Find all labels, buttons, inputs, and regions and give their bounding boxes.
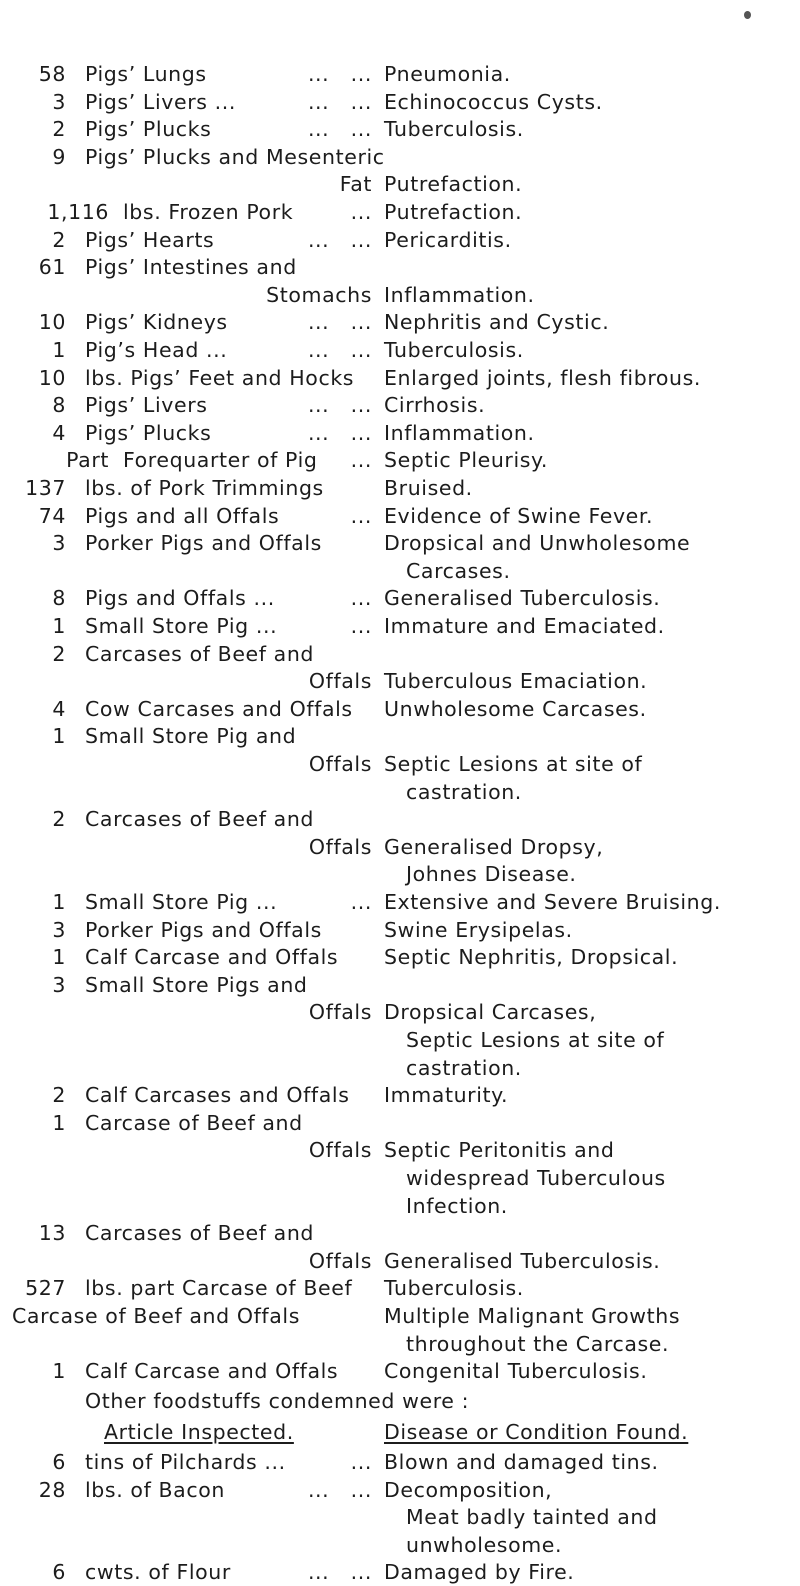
article-name: lbs. of Pork Trimmings xyxy=(85,476,324,500)
article-name: Pigs’ Livers xyxy=(85,393,208,417)
condition-found: Inflammation. xyxy=(384,421,535,445)
quantity: 1 xyxy=(52,724,66,748)
quantity: 61 xyxy=(38,255,66,279)
article-name: cwts. of Flour xyxy=(85,1560,231,1584)
quantity: 8 xyxy=(52,393,66,417)
article-name: lbs. Frozen Pork xyxy=(123,200,294,224)
entry-line xyxy=(0,60,800,88)
condition-found: Tuberculous Emaciation. xyxy=(384,669,648,693)
condition-found: Immaturity. xyxy=(384,1083,509,1107)
entry-line xyxy=(0,860,800,888)
condition-found: unwholesome. xyxy=(406,1533,563,1557)
article-name-continued: Offals xyxy=(308,669,372,693)
quantity: 2 xyxy=(52,228,66,252)
entry-line xyxy=(0,170,800,198)
section-heading-line xyxy=(0,1387,800,1415)
condition-found: Extensive and Severe Bruising. xyxy=(384,890,722,914)
condition-found: Enlarged joints, flesh fibrous. xyxy=(384,366,702,390)
entry-line xyxy=(0,143,800,171)
entry-line xyxy=(0,916,800,944)
entry-line xyxy=(0,750,800,778)
entry-line xyxy=(0,446,800,474)
quantity: 28 xyxy=(38,1478,66,1502)
column-header-disease: Disease or Condition Found. xyxy=(384,1420,689,1444)
column-header-article: Article Inspected. xyxy=(104,1420,294,1444)
condition-found: widespread Tuberculous xyxy=(406,1166,666,1190)
quantity: 10 xyxy=(38,366,66,390)
article-name: Carcases of Beef and xyxy=(85,642,315,666)
condition-found: castration. xyxy=(406,1056,522,1080)
quantity: 137 xyxy=(25,476,66,500)
condition-found: Septic Lesions at site of xyxy=(406,1028,665,1052)
condition-found: Unwholesome Carcases. xyxy=(384,697,647,721)
article-name: Porker Pigs and Offals xyxy=(85,918,322,942)
condition-found: Immature and Emaciated. xyxy=(384,614,665,638)
article-name: Cow Carcases and Offals xyxy=(85,697,353,721)
condition-found: Tuberculosis. xyxy=(384,117,524,141)
condition-found: Septic Peritonitis and xyxy=(384,1138,615,1162)
article-name-continued: Offals xyxy=(308,1138,372,1162)
article-name: Pigs’ Kidneys xyxy=(85,310,228,334)
entry-line xyxy=(0,943,800,971)
condition-found: Blown and damaged tins. xyxy=(384,1450,659,1474)
condition-found: castration. xyxy=(406,780,522,804)
article-name: Pigs’ Plucks xyxy=(85,421,212,445)
article-name: Pigs’ Plucks xyxy=(85,117,212,141)
quantity: 3 xyxy=(52,918,66,942)
article-name: Calf Carcases and Offals xyxy=(85,1083,350,1107)
leader-dots: ... ... xyxy=(307,338,372,362)
column-headers xyxy=(0,1418,800,1446)
entry-line xyxy=(0,1476,800,1504)
article-name: Small Store Pigs and xyxy=(85,973,308,997)
leader-dots: ... xyxy=(350,890,372,914)
condition-found: Septic Pleurisy. xyxy=(384,448,548,472)
entry-line xyxy=(0,1330,800,1358)
article-name: Pigs and Offals ... xyxy=(85,586,275,610)
entry-line xyxy=(0,419,800,447)
article-name-continued: Offals xyxy=(308,1249,372,1273)
quantity: 6 xyxy=(52,1450,66,1474)
article-name-continued: Offals xyxy=(308,1000,372,1024)
entry-line xyxy=(0,198,800,226)
quantity: 2 xyxy=(52,117,66,141)
quantity: 3 xyxy=(52,531,66,555)
condition-found: Generalised Tuberculosis. xyxy=(384,586,661,610)
quantity: 3 xyxy=(52,90,66,114)
entry-line xyxy=(0,1192,800,1220)
article-name: Carcase of Beef and xyxy=(85,1111,303,1135)
entry-line xyxy=(0,1081,800,1109)
condition-found: Putrefaction. xyxy=(384,200,523,224)
quantity: 8 xyxy=(52,586,66,610)
entry-line xyxy=(0,1109,800,1137)
article-name: Porker Pigs and Offals xyxy=(85,531,322,555)
article-name-continued: Stomachs xyxy=(266,283,372,307)
quantity: 1 xyxy=(52,890,66,914)
quantity: 4 xyxy=(52,421,66,445)
condition-found: Tuberculosis. xyxy=(384,338,524,362)
quantity: 9 xyxy=(52,145,66,169)
article-name: Calf Carcase and Offals xyxy=(85,1359,339,1383)
article-name: Carcases of Beef and xyxy=(85,807,315,831)
article-name: Pigs’ Hearts xyxy=(85,228,215,252)
condition-found: Putrefaction. xyxy=(384,172,523,196)
leader-dots: ... ... xyxy=(307,228,372,252)
entry-line xyxy=(0,391,800,419)
condition-found: Generalised Dropsy, xyxy=(384,835,604,859)
article-name: Carcases of Beef and xyxy=(85,1221,315,1245)
condition-found: Swine Erysipelas. xyxy=(384,918,573,942)
entry-line xyxy=(0,1531,800,1559)
condition-found: Nephritis and Cystic. xyxy=(384,310,610,334)
entry-line xyxy=(0,695,800,723)
entry-line xyxy=(0,474,800,502)
article-name: Small Store Pig ... xyxy=(85,614,278,638)
quantity: 74 xyxy=(38,504,66,528)
quantity: 1 xyxy=(52,1111,66,1135)
article-name: Carcase of Beef and Offals xyxy=(12,1304,300,1328)
condition-found: Carcases. xyxy=(406,559,511,583)
entry-line xyxy=(0,557,800,585)
entry-line xyxy=(0,1302,800,1330)
entry-line xyxy=(0,584,800,612)
quantity: 6 xyxy=(52,1560,66,1584)
entry-line xyxy=(0,805,800,833)
article-name-continued: Offals xyxy=(308,835,372,859)
condition-found: Evidence of Swine Fever. xyxy=(384,504,654,528)
entry-line xyxy=(0,253,800,281)
condition-found: Infection. xyxy=(406,1194,508,1218)
entry-line xyxy=(0,115,800,143)
article-name: lbs. Pigs’ Feet and Hocks xyxy=(85,366,355,390)
leader-dots: ... ... xyxy=(307,1478,372,1502)
leader-dots: ... ... xyxy=(307,310,372,334)
entry-line xyxy=(0,336,800,364)
entry-line xyxy=(0,281,800,309)
entry-line xyxy=(0,667,800,695)
leader-dots: ... xyxy=(350,200,372,224)
condition-found: Cirrhosis. xyxy=(384,393,486,417)
entry-line xyxy=(0,1164,800,1192)
condition-found: Pericarditis. xyxy=(384,228,512,252)
leader-dots: ... xyxy=(350,504,372,528)
leader-dots: ... ... xyxy=(307,1560,372,1584)
quantity: 1 xyxy=(52,338,66,362)
article-name: lbs. part Carcase of Beef xyxy=(85,1276,353,1300)
condition-found: Septic Lesions at site of xyxy=(384,752,643,776)
entry-line xyxy=(0,888,800,916)
quantity: 1 xyxy=(52,614,66,638)
quantity: Part xyxy=(66,448,109,472)
leader-dots: ... xyxy=(350,1450,372,1474)
entry-line xyxy=(0,1219,800,1247)
entry-line xyxy=(0,529,800,557)
leader-dots: ... xyxy=(350,614,372,638)
article-name: Pigs and all Offals xyxy=(85,504,280,528)
entry-line xyxy=(0,1247,800,1275)
print-speck xyxy=(744,11,751,19)
article-name-continued: Offals xyxy=(308,752,372,776)
quantity: 2 xyxy=(52,1083,66,1107)
entry-line xyxy=(0,998,800,1026)
entry-line xyxy=(0,833,800,861)
quantity: 1,116 xyxy=(47,200,109,224)
condition-found: Damaged by Fire. xyxy=(384,1560,575,1584)
entry-line xyxy=(0,364,800,392)
leader-dots: ... ... xyxy=(307,393,372,417)
quantity: 13 xyxy=(38,1221,66,1245)
condition-found: throughout the Carcase. xyxy=(406,1332,670,1356)
condition-found: Bruised. xyxy=(384,476,473,500)
quantity: 2 xyxy=(52,642,66,666)
condition-found: Inflammation. xyxy=(384,283,535,307)
entry-line xyxy=(0,226,800,254)
leader-dots: ... xyxy=(350,448,372,472)
quantity: 10 xyxy=(38,310,66,334)
entry-line xyxy=(0,1054,800,1082)
article-name: Forequarter of Pig xyxy=(123,448,318,472)
entry-line xyxy=(0,640,800,668)
article-name: Pigs’ Plucks and Mesenteric xyxy=(85,145,385,169)
entry-line xyxy=(0,308,800,336)
entry-line xyxy=(0,722,800,750)
condition-found: Generalised Tuberculosis. xyxy=(384,1249,661,1273)
section-heading: Other foodstuffs condemned were : xyxy=(85,1389,470,1413)
condition-found: Dropsical Carcases, xyxy=(384,1000,597,1024)
article-name: Pig’s Head ... xyxy=(85,338,228,362)
condition-found: Septic Nephritis, Dropsical. xyxy=(384,945,679,969)
article-name: lbs. of Bacon xyxy=(85,1478,225,1502)
entry-line xyxy=(0,1357,800,1385)
quantity: 2 xyxy=(52,807,66,831)
entry-line xyxy=(0,778,800,806)
entry-line xyxy=(0,1274,800,1302)
article-name: tins of Pilchards ... xyxy=(85,1450,286,1474)
leader-dots: ... ... xyxy=(307,62,372,86)
leader-dots: ... xyxy=(350,586,372,610)
condition-found: Dropsical and Unwholesome xyxy=(384,531,691,555)
entry-line xyxy=(0,502,800,530)
article-name: Calf Carcase and Offals xyxy=(85,945,339,969)
condition-found: Multiple Malignant Growths xyxy=(384,1304,681,1328)
leader-dots: ... ... xyxy=(307,90,372,114)
leader-dots: ... ... xyxy=(307,421,372,445)
entry-line xyxy=(0,1448,800,1476)
entry-line xyxy=(0,1136,800,1164)
entry-line xyxy=(0,88,800,116)
article-name: Pigs’ Intestines and xyxy=(85,255,297,279)
entry-line xyxy=(0,612,800,640)
entry-line xyxy=(0,1026,800,1054)
condition-found: Pneumonia. xyxy=(384,62,511,86)
entry-line xyxy=(0,1503,800,1531)
leader-dots: ... ... xyxy=(307,117,372,141)
quantity: 3 xyxy=(52,973,66,997)
article-name: Small Store Pig and xyxy=(85,724,297,748)
condition-found: Johnes Disease. xyxy=(406,862,577,886)
quantity: 4 xyxy=(52,697,66,721)
entry-line xyxy=(0,971,800,999)
article-name: Pigs’ Lungs xyxy=(85,62,207,86)
entry-line xyxy=(0,1558,800,1586)
quantity: 1 xyxy=(52,945,66,969)
condition-found: Echinococcus Cysts. xyxy=(384,90,603,114)
condition-found: Decomposition, xyxy=(384,1478,553,1502)
quantity: 1 xyxy=(52,1359,66,1383)
condition-found: Congenital Tuberculosis. xyxy=(384,1359,648,1383)
article-name: Pigs’ Livers ... xyxy=(85,90,236,114)
quantity: 58 xyxy=(38,62,66,86)
condition-found: Tuberculosis. xyxy=(384,1276,524,1300)
condition-found: Meat badly tainted and xyxy=(406,1505,658,1529)
article-name: Small Store Pig ... xyxy=(85,890,278,914)
quantity: 527 xyxy=(25,1276,66,1300)
article-name-continued: Fat xyxy=(339,172,372,196)
